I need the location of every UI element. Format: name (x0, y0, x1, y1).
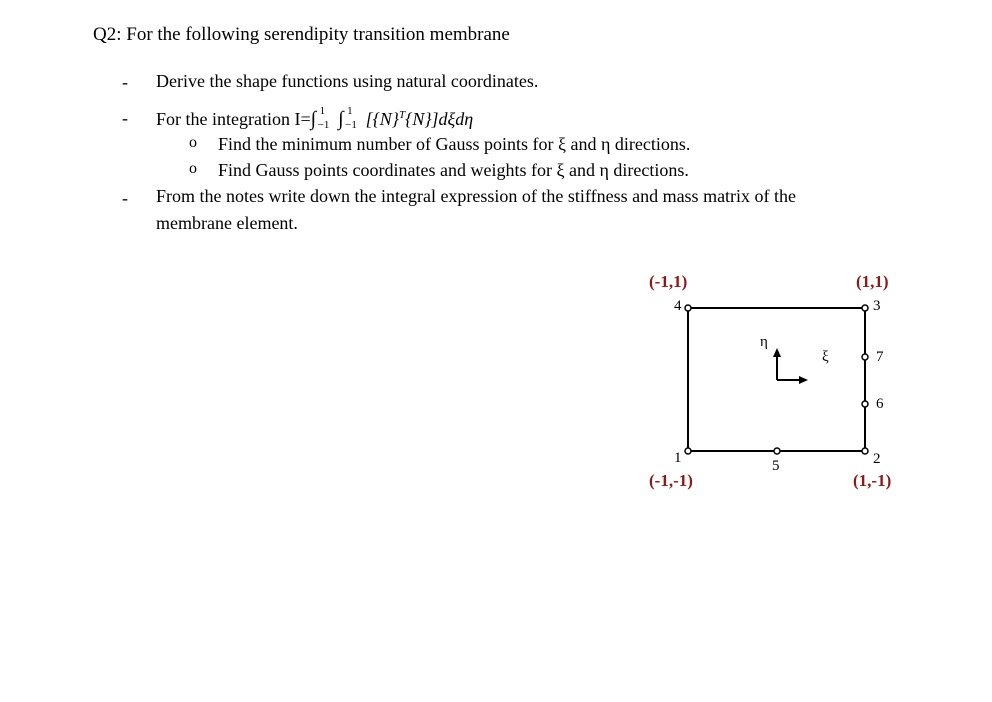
node-7-label: 7 (876, 349, 884, 365)
node-4-marker (685, 305, 691, 311)
node-7-marker (862, 354, 868, 360)
corner-label-top-left: (-1,1) (649, 272, 688, 291)
corner-label-top-right: (1,1) (856, 272, 889, 291)
node-5-label: 5 (772, 458, 780, 474)
node-3-label: 3 (873, 298, 881, 314)
bullet-stiffness-mass-line2: membrane element. (156, 213, 298, 233)
node-2-marker (862, 448, 868, 454)
bullet-derive-shape-functions: Derive the shape functions using natural coordinates. (156, 71, 539, 91)
xi-axis-arrowhead (799, 376, 808, 384)
node-2-label: 2 (873, 451, 881, 467)
node-4-label: 4 (674, 298, 682, 314)
node-1-label: 1 (674, 450, 682, 466)
node-5-marker (774, 448, 780, 454)
corner-label-bottom-left: (-1,-1) (649, 471, 693, 490)
integral-upper-limit: 1 (347, 105, 353, 117)
node-1-marker (685, 448, 691, 454)
corner-label-bottom-right: (1,-1) (853, 471, 892, 490)
node-6-marker (862, 401, 868, 407)
eta-axis-label: η (760, 334, 768, 350)
integral-upper-limit: 1 (319, 105, 326, 117)
bullet-dash: - (122, 188, 128, 208)
node-3-marker (862, 305, 868, 311)
integral-lower-limit: −1 (345, 119, 357, 131)
integration-prefix: For the integration I= (156, 109, 311, 129)
sub-bullet-gauss-coordinates: Find Gauss points coordinates and weights for ξ and η directions. (218, 160, 689, 180)
integral-sign-xi: ∫ 1 −1 (311, 108, 316, 130)
node-6-label: 6 (876, 396, 884, 412)
integral-lower-limit: −1 (317, 119, 330, 131)
integrand-rest: {N}]dξdη (405, 109, 474, 129)
sub-bullet-marker: o (189, 160, 197, 177)
bullet-dash: - (122, 108, 128, 128)
xi-axis-label: ξ (822, 349, 829, 365)
bullet-stiffness-mass-line1: From the notes write down the integral expression of the stiffness and mass matrix of the (156, 186, 797, 206)
question-title: Q2: For the following serendipity transition membrane (93, 24, 510, 45)
bullet-dash: - (122, 72, 128, 92)
integral-sign-eta: ∫ 1 −1 (338, 108, 343, 130)
sub-bullet-min-gauss-points: Find the minimum number of Gauss points for ξ and η directions. (218, 134, 691, 154)
sub-bullet-marker: o (189, 134, 197, 151)
transpose-mark: T (399, 109, 406, 121)
eta-axis-arrowhead (773, 348, 781, 357)
integrand: [{N} (365, 109, 400, 129)
